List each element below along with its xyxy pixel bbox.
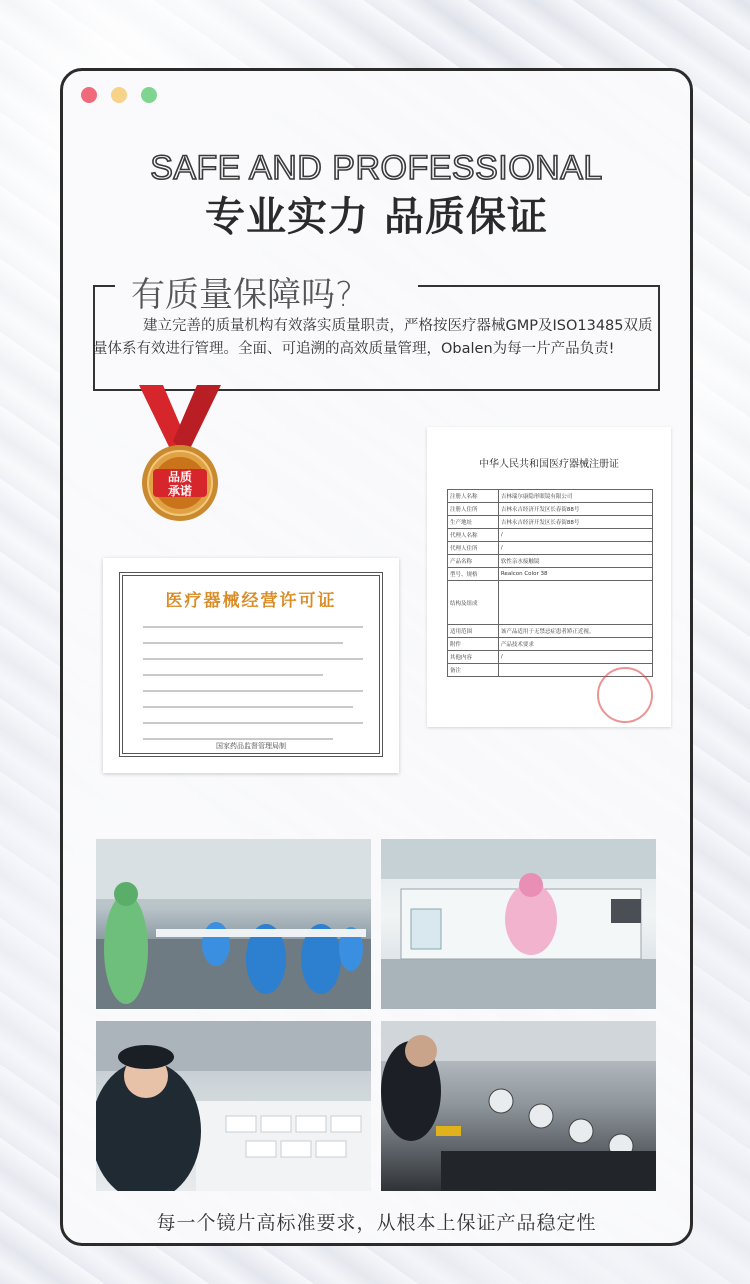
yellow-dot-icon xyxy=(111,87,127,103)
photo-cleanroom-workers xyxy=(96,839,371,1009)
green-dot-icon xyxy=(141,87,157,103)
photo-lens-handling xyxy=(96,1021,371,1191)
registration-certificate xyxy=(427,427,671,727)
license-footer: 国家药品监督管理局制 xyxy=(216,742,286,750)
photo-lab-inspection xyxy=(381,839,656,1009)
table-row: 备注 xyxy=(448,664,653,677)
table-row: 结构及组成 xyxy=(448,581,653,625)
table-row: 注册人住所 吉林永吉经济开发区长春街88号 xyxy=(448,503,653,516)
window-dots xyxy=(81,87,157,103)
table-row: 生产地址 吉林永吉经济开发区长春街88号 xyxy=(448,516,653,529)
table-row: 其他内容 / xyxy=(448,651,653,664)
bottom-caption: 每一个镜片高标准要求，从根本上保证产品稳定性 xyxy=(156,1212,597,1234)
table-row: 代理人名称 / xyxy=(448,529,653,542)
red-dot-icon xyxy=(81,87,97,103)
table-row: 附件 产品技术要求 xyxy=(448,638,653,651)
quality-description: 建立完善的质量机构有效落实质量职责，严格按医疗器械GMP及ISO13485双质量体系有效进行管理。全面、可追溯的高效质量管理，Obalen为每一片产品负责! xyxy=(93,318,653,357)
medal-label-2: 承诺 xyxy=(167,484,193,498)
license-title: 医疗器械经营许可证 xyxy=(165,591,337,611)
heading-english: SAFE AND PROFESSIONAL xyxy=(150,149,603,187)
official-seal-icon xyxy=(597,667,653,723)
table-row: 产品名称 软性亲水接触镜 xyxy=(448,555,653,568)
medal-label-1: 品质 xyxy=(167,470,193,484)
quality-medal-icon xyxy=(135,385,225,525)
photo-production-machine xyxy=(381,1021,656,1191)
quality-question: 有质量保障吗? xyxy=(131,275,354,315)
content-card xyxy=(60,68,693,1246)
table-row: 注册人名称 吉林瑞尔康隐形眼镜有限公司 xyxy=(448,490,653,503)
table-row: 代理人住所 / xyxy=(448,542,653,555)
table-row: 适用范围 该产品适用于无禁忌症患者矫正近视。 xyxy=(448,625,653,638)
table-row: 型号、规格 Realcon Color 38 xyxy=(448,568,653,581)
business-license-certificate xyxy=(103,558,399,773)
registration-table xyxy=(447,489,653,677)
registration-title: 中华人民共和国医疗器械注册证 xyxy=(479,459,619,470)
heading-chinese: 专业实力 品质保证 xyxy=(205,194,548,240)
